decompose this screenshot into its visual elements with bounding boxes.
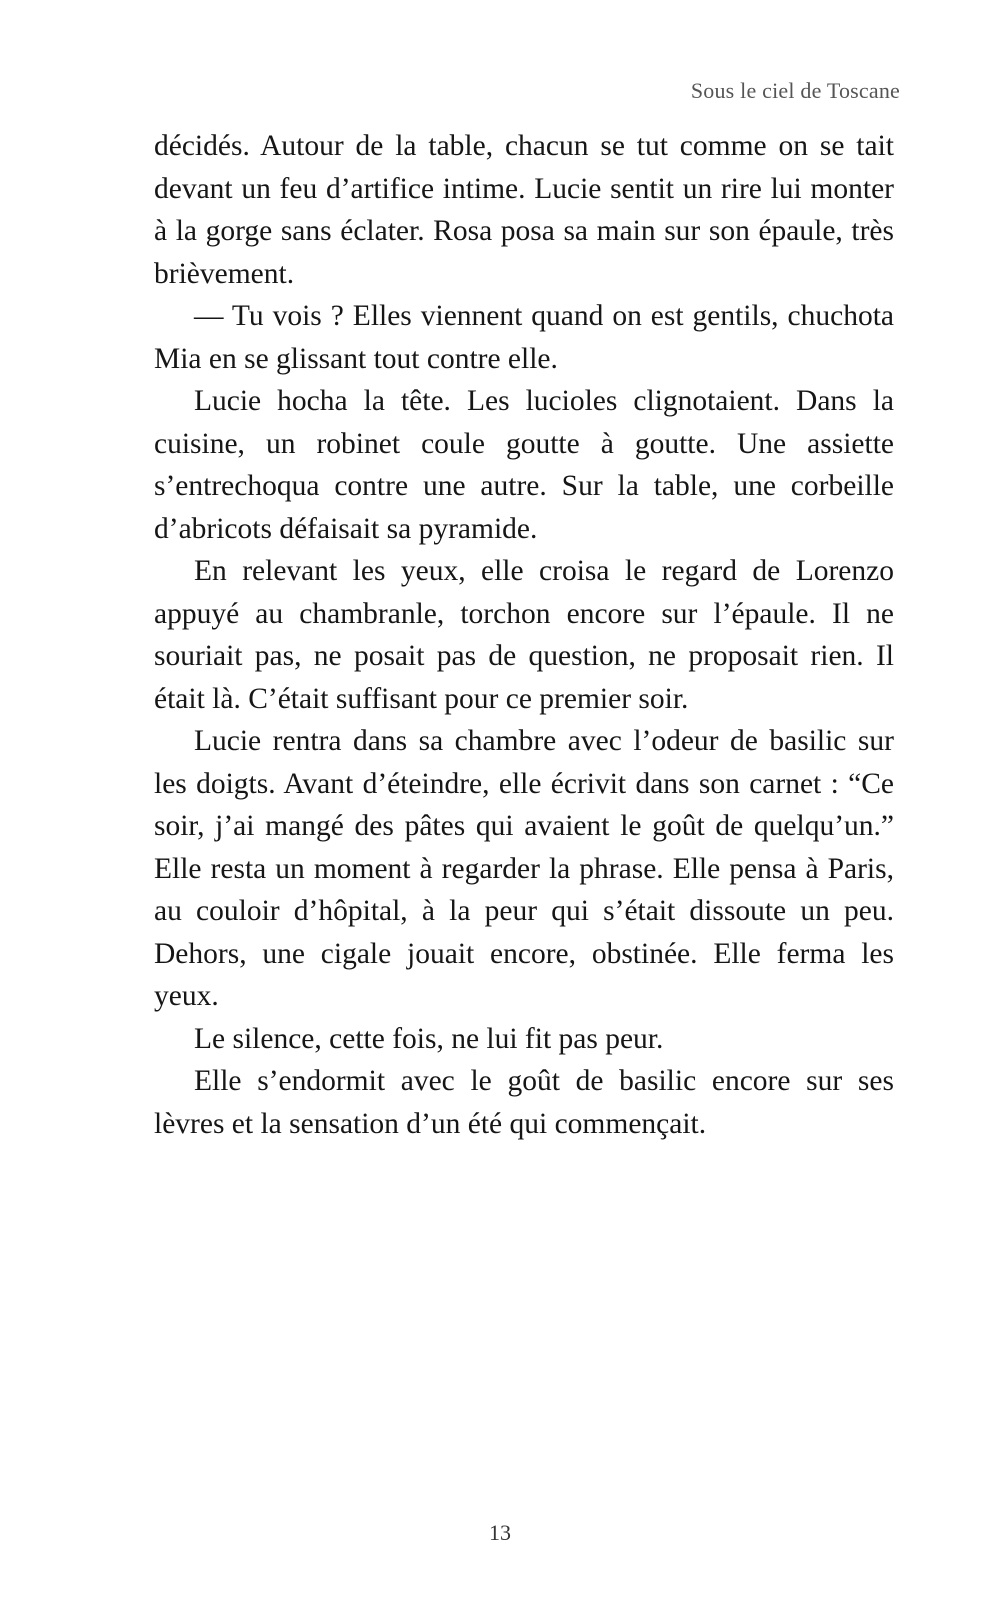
paragraph: Elle s’endormit avec le goût de basilic encore sur ses lèvres et la sensation d’un été qui commençait.	[154, 1065, 894, 1140]
body-text	[154, 125, 894, 1145]
paragraph: — Tu vois ? Elles viennent quand on est gentils, chuchota Mia en se glissant tout contre elle.	[154, 300, 894, 375]
paragraph: Lucie hocha la tête. Les lucioles clignotaient. Dans la cuisine, un robinet coule goutte à goutte. Une assiette s’entrechoqua contre une autre. Sur la table, une corbeille d’abricots défaisait sa pyramide.	[154, 385, 894, 545]
paragraph: décidés. Autour de la table, chacun se tut comme on se tait devant un feu d’artifice intime. Lucie sentit un rire lui monter à la gorge sans éclater. Rosa posa sa main sur son épaule, très brièvement.	[154, 130, 894, 290]
paragraph: Lucie rentra dans sa chambre avec l’odeur de basilic sur les doigts. Avant d’éteindre, elle écrivit dans son carnet : “Ce soir, j’ai mangé des pâtes qui avaient le goût de quelqu’un.” Elle resta un moment à regarder la phrase. Elle pensa à Paris, au couloir d’hôpital, à la peur qui s’était dissoute un peu. Dehors, une cigale jouait encore, obstinée. Elle ferma les yeux.	[154, 725, 894, 1012]
paragraph: En relevant les yeux, elle croisa le regard de Lorenzo appuyé au chambranle, torchon encore sur l’épaule. Il ne souriait pas, ne posait pas de question, ne proposait rien. Il était là. C’était suffisant pour ce premier soir.	[154, 555, 894, 715]
paragraph: Le silence, cette fois, ne lui fit pas peur.	[194, 1022, 664, 1055]
page-number: 13	[489, 1520, 511, 1545]
running-header: Sous le ciel de Toscane	[690, 78, 900, 103]
